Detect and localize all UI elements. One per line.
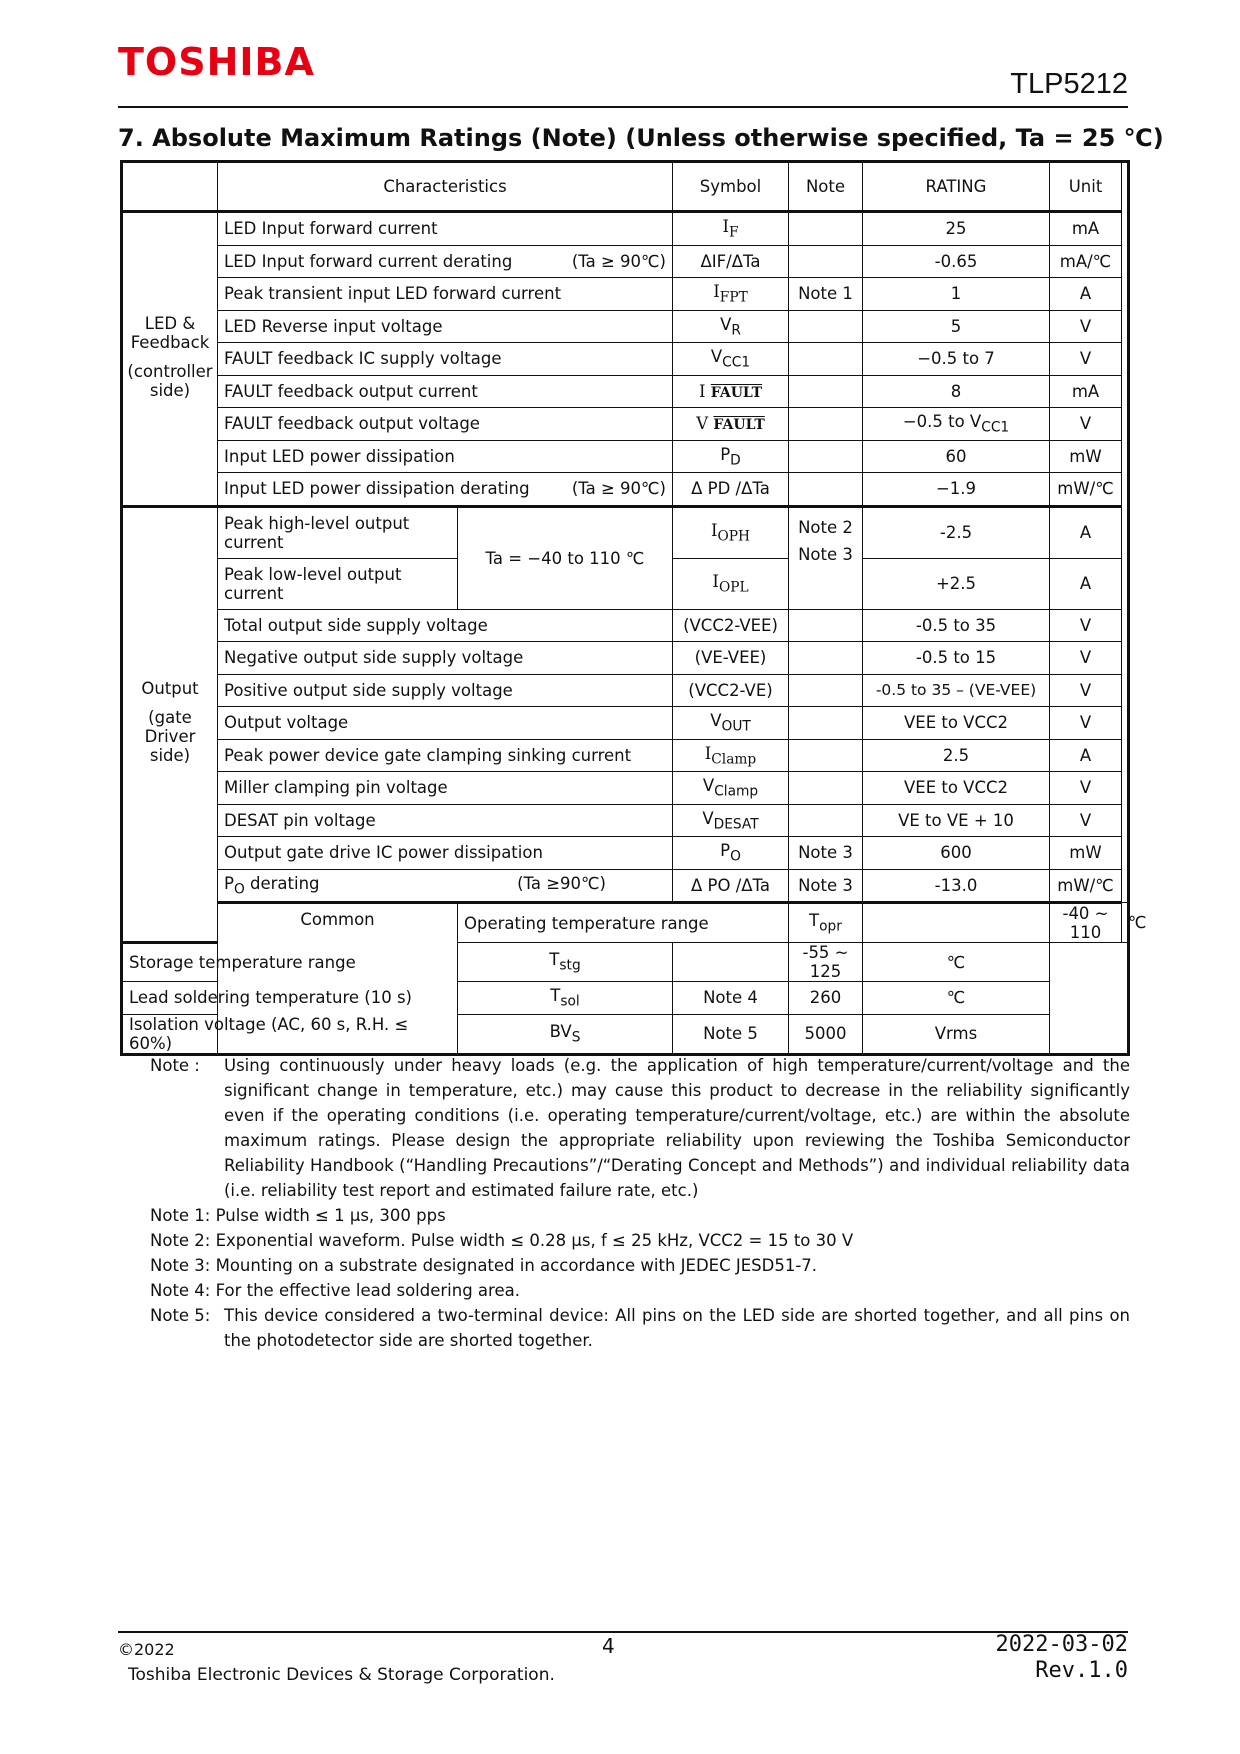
symbol-cell: $I_{Clamp}$ [673, 739, 789, 772]
symbol-cell: $P_O$ [673, 837, 789, 870]
unit-cell: ℃ [1122, 903, 1129, 943]
rating-cell: -0.5 to 35 – (VE-VEE) [863, 674, 1050, 707]
header-characteristics: Characteristics [218, 162, 673, 212]
unit-cell: ℃ [863, 943, 1050, 982]
document-date: 2022-03-02 [995, 1632, 1128, 1657]
symbol-cell: $V_{Clamp}$ [673, 772, 789, 805]
note-4: Note 4: For the effective lead soldering area. [150, 1281, 520, 1300]
unit-cell: mA/℃ [1050, 245, 1122, 278]
rating-cell: -0.5 to 15 [863, 642, 1050, 675]
note-cell [789, 804, 863, 837]
table-row [122, 278, 1129, 311]
unit-cell: A [1050, 278, 1122, 311]
symbol-cell: $V_{CC1}$ [673, 343, 789, 376]
unit-cell: mW/℃ [1050, 869, 1122, 903]
rating-cell: VEE to VCC2 [863, 707, 1050, 740]
rating-cell: 1 [863, 278, 1050, 311]
table-row [122, 245, 1129, 278]
table-row [122, 212, 1129, 246]
unit-cell: V [1050, 609, 1122, 642]
symbol-cell: V FAULT [673, 408, 789, 441]
symbol-cell: $V_{OUT}$ [673, 707, 789, 740]
table-row [122, 609, 1129, 642]
general-note-text: Using continuously under heavy loads (e.g. the application of high temperature/current/voltage and the significant change in temperature, etc.) may cause this product to decrease in the reliability significantly even if the operating conditions (i.e. operating temperature/current/voltage, etc.) are within the absolute maximum ratings. Please design the appropriate reliability upon reviewing the Toshiba Semiconductor Reliability Handbook (“Handling Precautions”/“Derating Concept and Methods”) and individual reliability data (i.e. reliability test report and estimated failure rate, etc.) [224, 1056, 1130, 1200]
symbol-cell: $BV_S$ [458, 1014, 673, 1054]
symbol-cell: (VCC2-VE) [673, 674, 789, 707]
unit-cell: A [1050, 558, 1122, 609]
table-row [122, 408, 1129, 441]
table-row [122, 310, 1129, 343]
note-3: Note 3: Mounting on a substrate designated in accordance with JEDEC JESD51-7. [150, 1256, 818, 1275]
unit-cell: V [1050, 674, 1122, 707]
symbol-cell: ΔIF/ΔTa [673, 245, 789, 278]
rating-cell: -2.5 [863, 506, 1050, 558]
symbol-cell: $V_R$ [673, 310, 789, 343]
char-cell: Miller clamping pin voltage [218, 772, 673, 805]
table-row [122, 739, 1129, 772]
note-cell: Note 3 [789, 837, 863, 870]
note-cell: Note 5 [673, 1014, 789, 1054]
symbol-cell: Δ PO /ΔTa [673, 869, 789, 903]
rating-cell: −1.9 [863, 473, 1050, 507]
note-5-text: This device considered a two-terminal device: All pins on the LED side are shorted together, and all pins on the photodetector side are shorted together. [224, 1306, 1130, 1350]
unit-cell: V [1050, 642, 1122, 675]
copyright: ©2022 [118, 1640, 175, 1659]
note-cell: Note 3 [789, 869, 863, 903]
char-cell: LED Reverse input voltage [218, 310, 673, 343]
table-row [122, 903, 1129, 943]
note-5 [150, 1303, 1130, 1353]
char-cell: Input LED power dissipation [218, 440, 673, 473]
section-title: 7. Absolute Maximum Ratings (Note) (Unless otherwise specified, Ta = 25 ℃) [118, 124, 1164, 152]
note-2: Note 2: Exponential waveform. Pulse width ≤ 0.28 μs, f ≤ 25 kHz, VCC2 = 15 to 30 V [150, 1231, 854, 1250]
page-number: 4 [602, 1634, 615, 1658]
table-row [122, 440, 1129, 473]
char-cell: FAULT feedback output current [218, 375, 673, 408]
notes-section [150, 1053, 1130, 1353]
rating-cell: −0.5 to 7 [863, 343, 1050, 376]
absolute-maximum-ratings-table [120, 160, 1147, 1056]
unit-cell: V [1050, 804, 1122, 837]
symbol-cell: I FAULT [673, 375, 789, 408]
note-cell [789, 245, 863, 278]
table-row [122, 674, 1129, 707]
table-row [122, 506, 1129, 558]
unit-cell: A [1050, 739, 1122, 772]
symbol-cell: $I_F$ [673, 212, 789, 246]
header-symbol: Symbol [673, 162, 789, 212]
note-cell [789, 707, 863, 740]
char-cell: Positive output side supply voltage [218, 674, 673, 707]
note-cell [789, 642, 863, 675]
footer-rule [118, 1631, 1128, 1633]
note-cell [789, 473, 863, 507]
symbol-cell: $I_{OPL}$ [673, 558, 789, 609]
note-cell [789, 375, 863, 408]
table-row [122, 1014, 1129, 1054]
header-unit: Unit [1050, 162, 1122, 212]
table-row [122, 869, 1129, 903]
char-cell: Input LED power dissipation derating (Ta ≥ 90℃) [218, 473, 673, 507]
rating-cell: 5000 [789, 1014, 863, 1054]
char-cell: Total output side supply voltage [218, 609, 673, 642]
char-cell: Peak power device gate clamping sinking current [218, 739, 673, 772]
unit-cell: mA [1050, 375, 1122, 408]
char-cell: Output voltage [218, 707, 673, 740]
symbol-cell: $I_{FPT}$ [673, 278, 789, 311]
table-row [122, 804, 1129, 837]
char-cell: Storage temperature range [122, 943, 458, 982]
table-row [122, 375, 1129, 408]
note-cell [789, 343, 863, 376]
char-cell: Output gate drive IC power dissipation [218, 837, 673, 870]
char-cell: FAULT feedback output voltage [218, 408, 673, 441]
group-output: Output (gate Driver side) [122, 506, 218, 943]
note-cell [789, 408, 863, 441]
note-cell [789, 212, 863, 246]
rating-cell: 600 [863, 837, 1050, 870]
note-cell [789, 440, 863, 473]
toshiba-logo: TOSHIBA [118, 40, 315, 84]
symbol-cell: (VE-VEE) [673, 642, 789, 675]
char-cell: Peak transient input LED forward current [218, 278, 673, 311]
rating-cell: -55 ~ 125 [789, 943, 863, 982]
char-cell: LED Input forward current derating (Ta ≥ 90℃) [218, 245, 673, 278]
char-cell: Peak low-level output current [218, 558, 458, 609]
header-rule [118, 106, 1128, 108]
char-cell: Isolation voltage (AC, 60 s, R.H. ≤ 60%) [122, 1014, 458, 1054]
char-cell: Operating temperature range [458, 903, 789, 943]
unit-cell: mW [1050, 440, 1122, 473]
table-row [122, 642, 1129, 675]
rating-cell: 2.5 [863, 739, 1050, 772]
group-led-feedback: LED & Feedback (controller side) [122, 212, 218, 507]
symbol-cell: (VCC2-VEE) [673, 609, 789, 642]
note-cell [789, 310, 863, 343]
general-note [150, 1053, 1130, 1203]
note-cell [789, 674, 863, 707]
symbol-cell: $T_{opr}$ [789, 903, 863, 943]
header-note: Note [789, 162, 863, 212]
symbol-cell: $V_{DESAT}$ [673, 804, 789, 837]
table-row [122, 837, 1129, 870]
revision: Rev.1.0 [1035, 1658, 1128, 1683]
rating-cell: VEE to VCC2 [863, 772, 1050, 805]
rating-cell: 60 [863, 440, 1050, 473]
char-cell: FAULT feedback IC supply voltage [218, 343, 673, 376]
unit-cell: V [1050, 310, 1122, 343]
unit-cell: V [1050, 408, 1122, 441]
symbol-cell: $I_{OPH}$ [673, 506, 789, 558]
rating-cell: -0.65 [863, 245, 1050, 278]
table-row [122, 707, 1129, 740]
symbol-cell: $T_{sol}$ [458, 982, 673, 1015]
rating-cell: 260 [789, 982, 863, 1015]
rating-cell: 8 [863, 375, 1050, 408]
note-1: Note 1: Pulse width ≤ 1 μs, 300 pps [150, 1206, 446, 1225]
rating-cell: 25 [863, 212, 1050, 246]
table-header-row [122, 162, 1129, 212]
table-row [122, 473, 1129, 507]
char-cell: Lead soldering temperature (10 s) [122, 982, 458, 1015]
rating-cell: -13.0 [863, 869, 1050, 903]
group-common: Common [218, 903, 458, 1055]
unit-cell: Vrms [863, 1014, 1050, 1054]
company-name: Toshiba Electronic Devices & Storage Corporation. [128, 1665, 555, 1685]
rating-cell: −0.5 to $V_{CC1}$ [863, 408, 1050, 441]
unit-cell: mA [1050, 212, 1122, 246]
symbol-cell: Δ PD /ΔTa [673, 473, 789, 507]
char-cell: $P_O$ derating (Ta ≥90℃) [218, 869, 673, 903]
unit-cell: A [1050, 506, 1122, 558]
note-cell: Note 4 [673, 982, 789, 1015]
char-cell: Negative output side supply voltage [218, 642, 673, 675]
symbol-cell: $T_{stg}$ [458, 943, 673, 982]
note-cell [789, 609, 863, 642]
note-cell: Note 1 [789, 278, 863, 311]
condition-cell: Ta = −40 to 110 ℃ [458, 506, 673, 609]
note-cell: Note 2 Note 3 [789, 506, 863, 609]
header-rating: RATING [863, 162, 1050, 212]
symbol-cell: $P_D$ [673, 440, 789, 473]
note-cell [673, 943, 789, 982]
table-row [122, 772, 1129, 805]
table-row [122, 982, 1129, 1015]
unit-cell: mW/℃ [1050, 473, 1122, 507]
unit-cell: V [1050, 343, 1122, 376]
note-cell [789, 739, 863, 772]
unit-cell: ℃ [863, 982, 1050, 1015]
char-cell: Peak high-level output current [218, 506, 458, 558]
header-blank [122, 162, 218, 212]
unit-cell: V [1050, 707, 1122, 740]
note-cell [789, 772, 863, 805]
char-cell: DESAT pin voltage [218, 804, 673, 837]
note-5-label: Note 5: [150, 1306, 211, 1325]
rating-cell: -40 ~ 110 [1050, 903, 1122, 943]
char-cell: LED Input forward current [218, 212, 673, 246]
unit-cell: mW [1050, 837, 1122, 870]
rating-cell: 5 [863, 310, 1050, 343]
unit-cell: V [1050, 772, 1122, 805]
rating-cell: -0.5 to 35 [863, 609, 1050, 642]
note-cell [863, 903, 1050, 943]
rating-cell: +2.5 [863, 558, 1050, 609]
table-row [122, 343, 1129, 376]
general-note-label: Note : [150, 1056, 200, 1075]
table-row [122, 943, 1129, 982]
rating-cell: VE to VE + 10 [863, 804, 1050, 837]
part-number: TLP5212 [1010, 68, 1128, 100]
